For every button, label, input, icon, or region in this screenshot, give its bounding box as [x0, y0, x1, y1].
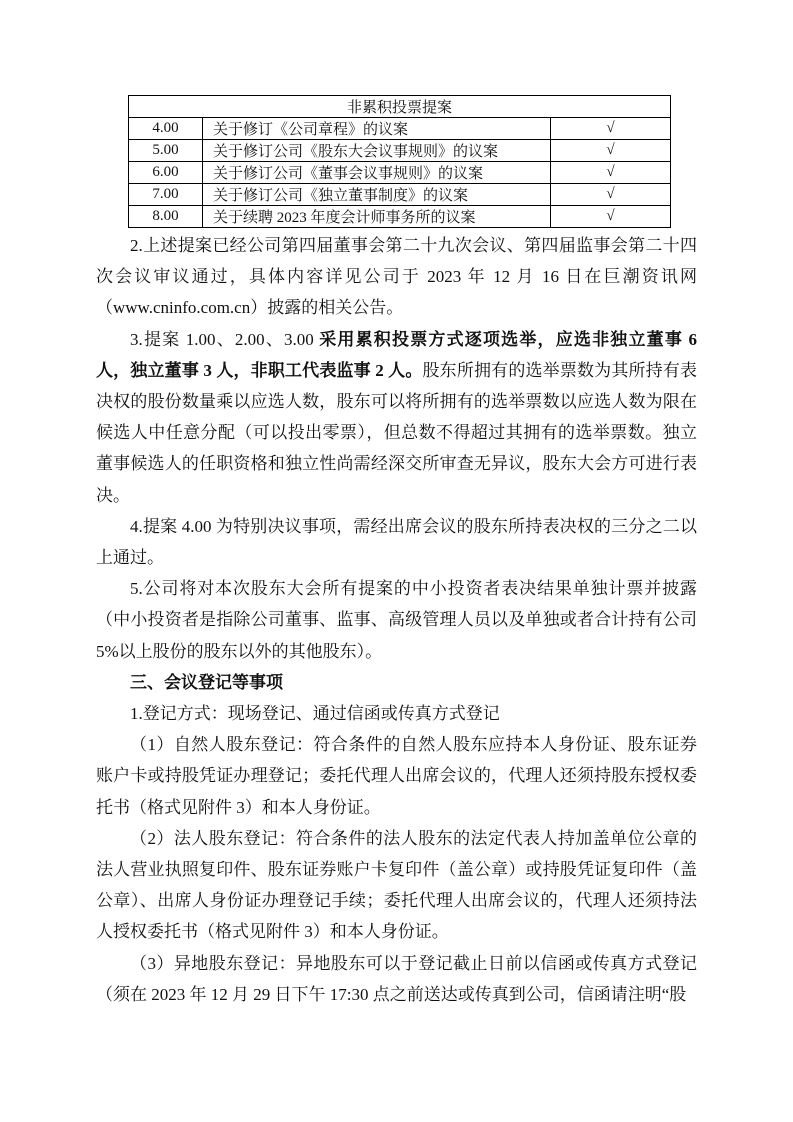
table-row — [129, 184, 671, 206]
proposal-title: 关于修订公司《独立董事制度》的议案 — [203, 184, 551, 206]
table-header-non-cumulative: 非累积投票提案 — [129, 96, 671, 118]
voting-proposal-table — [128, 95, 671, 228]
paragraph-remote-registration: （3）异地股东登记：异地股东可以于登记截止日前以信函或传真方式登记（须在 2023 年 12 月 29 日下午 17:30 点之前送达或传真到公司，信函请注明“股 — [96, 953, 697, 1004]
proposal-number: 4.00 — [129, 118, 203, 140]
paragraph-natural-person-registration: （1）自然人股东登记：符合条件的自然人股东应持本人身份证、股东证券账户卡或持股凭证办理登记；委托代理人出席会议的，代理人还须持股东授权委托书（格式见附件 3）和本人身份证。 — [96, 735, 697, 817]
proposal-number: 7.00 — [129, 184, 203, 206]
table-row — [129, 206, 671, 228]
vote-checkmark: √ — [551, 184, 671, 206]
table-row — [129, 118, 671, 140]
proposal-title: 关于续聘 2023 年度会计师事务所的议案 — [203, 206, 551, 228]
paragraph-text: 3.提案 1.00、2.00、3.00 — [130, 329, 320, 349]
proposal-title: 关于修订公司《董事会议事规则》的议案 — [203, 162, 551, 184]
body-text — [96, 228, 697, 1010]
proposal-number: 8.00 — [129, 206, 203, 228]
section-heading-registration: 三、会议登记等事项 — [130, 672, 283, 692]
proposal-number: 6.00 — [129, 162, 203, 184]
paragraph-special-resolution: 4.提案 4.00 为特别决议事项，需经出席会议的股东所持表决权的三分之二以上通过。 — [96, 516, 697, 568]
paragraph-text: 股东所拥有的选举票数为其所持有表决权的股份数量乘以应选人数，股东可以将所拥有的选举票数以应选人数为限在候选人中任意分配（可以投出零票），但总数不得超过其拥有的选举票数。独立董事候选人的任职资格和独立性尚需经深交所审查无异议，股东大会方可进行表决。 — [96, 360, 697, 505]
document-content — [96, 95, 697, 1010]
paragraph-board-approval: 2.上述提案已经公司第四届董事会第二十九次会议、第四届监事会第二十四次会议审议通过，具体内容详见公司于 2023 年 12 月 16 日在巨潮资讯网（www.cninfo.com.cn）披露的相关公告。 — [96, 236, 697, 318]
paragraph-registration-method: 1.登记方式：现场登记、通过信函或传真方式登记 — [130, 704, 500, 724]
table-row — [129, 162, 671, 184]
paragraph-cumulative-voting — [96, 324, 697, 511]
table-row — [129, 140, 671, 162]
paragraph-minority-investors: 5.公司将对本次股东大会所有提案的中小投资者表决结果单独计票并披露（中小投资者是指除公司董事、监事、高级管理人员以及单独或者合计持有公司5%以上股份的股东以外的其他股东）。 — [96, 579, 697, 661]
table-header-row — [129, 96, 671, 118]
vote-checkmark: √ — [551, 140, 671, 162]
vote-checkmark: √ — [551, 206, 671, 228]
paragraph-legal-person-registration: （2）法人股东登记：符合条件的法人股东的法定代表人持加盖单位公章的法人营业执照复印件、股东证券账户卡复印件（盖公章）或持股凭证复印件（盖公章）、出席人身份证办理登记手续；委托代理人出席会议的，代理人还须持法人授权委托书（格式见附件 3）和本人身份证。 — [96, 828, 697, 942]
proposal-title: 关于修订公司《股东大会议事规则》的议案 — [203, 140, 551, 162]
proposal-number: 5.00 — [129, 140, 203, 162]
vote-checkmark: √ — [551, 118, 671, 140]
paragraph-bold-text: 采用累积投票方式逐项选举，应选非独立董事 6 人，独立董事 3 人，非职工代表监事 2 人。 — [96, 329, 698, 380]
proposal-title: 关于修订《公司章程》的议案 — [203, 118, 551, 140]
vote-checkmark: √ — [551, 162, 671, 184]
